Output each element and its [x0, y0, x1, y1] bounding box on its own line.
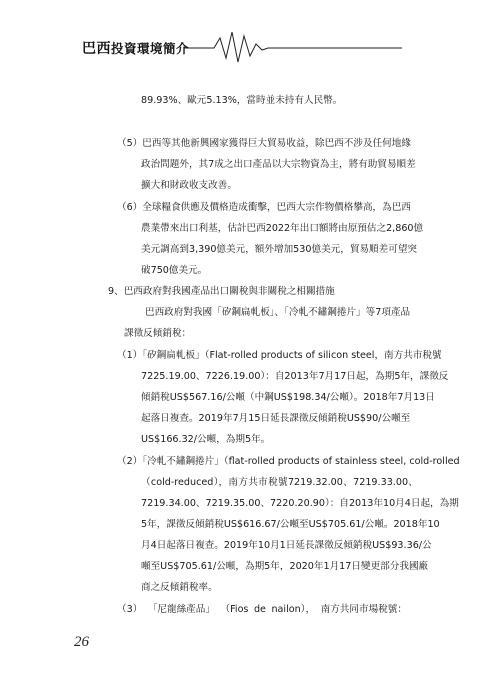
- text-line-15: 起落日複查。2019年7月15日延長課徵反傾銷稅US$90/公噸至: [141, 413, 411, 424]
- item-5-marker: （5）: [117, 138, 143, 149]
- page-number: 26: [74, 634, 89, 650]
- header-title-main: 巴西: [82, 41, 111, 57]
- text-line-24: （3） 「尼龍絲產品」 （Fios de nailon）， 南方共同市場稅號：: [117, 604, 407, 615]
- item-6-marker: （6）: [117, 202, 143, 213]
- text-line-22: 噸至US$705.61/公噸，為期5年，2020年1月17日變更部分我國廠: [141, 561, 429, 572]
- header-title-sub: 投資環境簡介: [111, 41, 190, 56]
- text-line-7: 美元調高到3,390億美元，額外增加530億美元，貿易順差可望突: [141, 244, 418, 255]
- text-line-14: 傾銷稅US$567.16/公噸（中鋼US$198.34/公噸）。2018年7月13日: [141, 392, 435, 403]
- text-line-6: 農業帶來出口利基，估計巴西2022年出口額將由原預估之2,860億: [141, 223, 424, 234]
- text-line-5: [117, 201, 411, 215]
- text-line-17: （2）「冷軋不鏽鋼捲片」（flat-rolled products of stainless steel, cold-rolled: [117, 456, 460, 467]
- text-line-2: [117, 137, 411, 151]
- text-line-13: 7225.19.00、7226.19.00）：自2013年7月17日起，為期5年，課徵反: [141, 371, 449, 382]
- text-line-16: US$166.32/公噸，為期5年。: [141, 434, 271, 445]
- text-line-8: 破750億美元。: [141, 265, 208, 276]
- text-line-10: 巴西政府對我國「矽鋼扁軋板」、「冷軋不鏽鋼捲片」等7項產品: [145, 307, 411, 318]
- text-line-1: 89.93%、歐元5.13%，當時並未持有人民幣。: [141, 95, 343, 106]
- text-line-21: 月4日起落日複查。2019年10月1日延長課徵反傾銷稅US$93.36/公: [141, 540, 432, 551]
- text-line-23: 商之反傾銷稅率。: [141, 582, 218, 593]
- text-line-19: 7219.34.00、7219.35.00、7220.20.90）：自2013年10月4日起，為期: [141, 498, 459, 509]
- text-line-11: 課徵反傾銷稅：: [124, 328, 192, 339]
- text-line-4: 擴大和財政收支改善。: [141, 180, 237, 191]
- section-9-heading: 9、巴西政府對我國產品出口關稅與非關稅之相關措施: [108, 286, 335, 297]
- text-line-12: （1）「矽鋼扁軋板」（Flat-rolled products of silicon steel，南方共市稅號: [117, 350, 442, 361]
- text-line-2-body: 巴西等其他新興國家獲得巨大貿易收益，除巴西不涉及任何地緣: [142, 138, 411, 149]
- text-line-18: （ cold-reduced ）， 南 方 共 市 稅 號 7219.32.00 、 7219.33.00 、: [141, 477, 418, 488]
- text-line-20: 5年，課徵反傾銷稅US$616.67/公噸至US$705.61/公噸。2018年10: [141, 519, 440, 530]
- text-line-3: 政治問題外，其7成之出口產品以大宗物資為主，將有助貿易順差: [141, 159, 416, 170]
- text-line-5-body: 全球糧食供應及價格造成衝擊，巴西大宗作物價格攀高，為巴西: [142, 202, 411, 213]
